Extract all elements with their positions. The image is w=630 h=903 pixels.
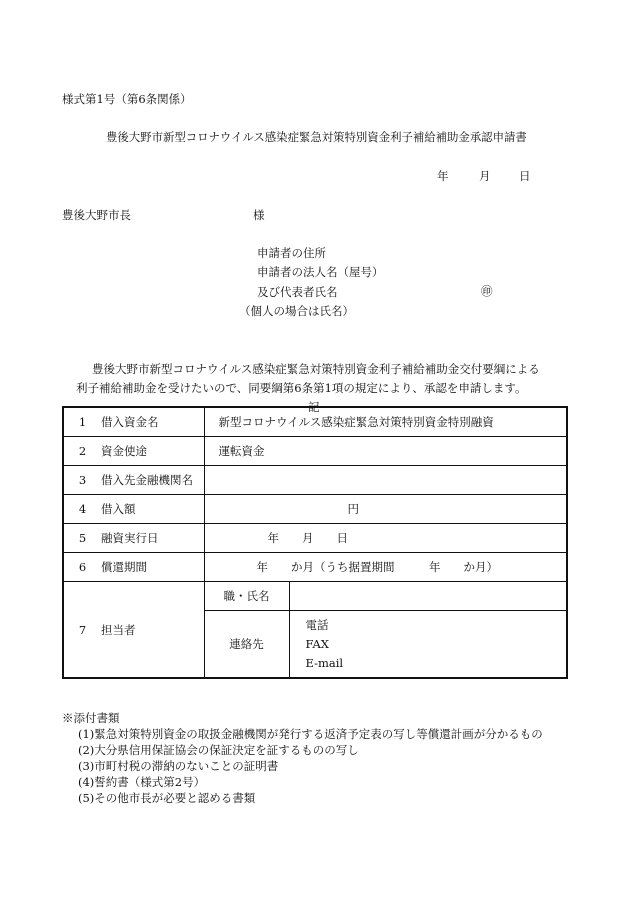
row-label: 資金使途 xyxy=(101,437,204,466)
fund-use-value: 運転資金 xyxy=(204,437,567,466)
document-title: 豊後大野市新型コロナウイルス感染症緊急対策特別資金利子補給補助金承認申請書 xyxy=(106,130,527,144)
body-text-line-1: 豊後大野市新型コロナウイルス感染症緊急対策特別資金利子補給補助金交付要綱による xyxy=(92,362,540,376)
row-number: 4 xyxy=(63,495,101,524)
loan-date-field[interactable]: 年 月 日 xyxy=(204,524,567,553)
date-day-label: 日 xyxy=(519,169,531,183)
attachment-item: (1)緊急対策特別資金の取扱金融機関が発行する返済予定表の写し等償還計画が分かるもの xyxy=(78,727,543,741)
attachment-item: (5)その他市長が必要と認める書類 xyxy=(78,791,256,805)
addressee-name: 豊後大野市長 xyxy=(62,208,131,222)
loan-amount-field[interactable]: 円 xyxy=(204,495,567,524)
attachments-heading: ※添付書類 xyxy=(62,711,120,725)
row-number: 7 xyxy=(63,582,101,679)
date-month-label: 月 xyxy=(479,169,491,183)
row-number: 3 xyxy=(63,466,101,495)
applicant-address-label: 申請者の住所 xyxy=(257,246,326,260)
table-row xyxy=(63,553,567,582)
row-number: 5 xyxy=(63,524,101,553)
attachment-item: (4)誓約書（様式第2号） xyxy=(78,775,206,789)
form-number: 様式第1号（第6条関係） xyxy=(62,92,192,106)
table-row xyxy=(63,407,567,437)
lender-name-field[interactable] xyxy=(204,466,567,495)
addressee-honorific: 様 xyxy=(253,208,265,222)
row-label: 借入資金名 xyxy=(101,407,204,437)
loan-fund-name-value: 新型コロナウイルス感染症緊急対策特別資金特別融資 xyxy=(204,407,567,437)
repayment-period-field[interactable]: 年 か月（うち据置期間 年 か月） xyxy=(204,553,567,582)
row-label: 借入額 xyxy=(101,495,204,524)
row-number: 2 xyxy=(63,437,101,466)
applicant-corp-name-label: 申請者の法人名（屋号） xyxy=(257,265,384,279)
contact-field[interactable] xyxy=(289,611,567,679)
application-table xyxy=(62,406,568,679)
ki-label: 記 xyxy=(308,400,320,414)
row-label: 融資実行日 xyxy=(101,524,204,553)
table-row xyxy=(63,495,567,524)
contact-label: 連絡先 xyxy=(204,611,289,679)
table-row xyxy=(63,437,567,466)
row-label: 償還期間 xyxy=(101,553,204,582)
row-number: 6 xyxy=(63,553,101,582)
date-year-label: 年 xyxy=(437,169,449,183)
attachment-item: (2)大分県信用保証協会の保証決定を証するものの写し xyxy=(78,743,359,757)
seal-mark: ㊞ xyxy=(481,284,493,298)
phone-label: 電話 xyxy=(305,617,329,632)
attachment-item: (3)市町村税の滞納のないことの証明書 xyxy=(78,759,279,773)
fax-label: FAX xyxy=(305,636,329,651)
table-row xyxy=(63,466,567,495)
row-label: 借入先金融機関名 xyxy=(101,466,204,495)
individual-note: （個人の場合は氏名） xyxy=(239,304,354,318)
title-name-field[interactable] xyxy=(289,582,567,611)
title-name-label: 職・氏名 xyxy=(204,582,289,611)
body-text-line-2: 利子補給補助金を受けたいので、同要綱第6条第1項の規定により、承認を申請します。 xyxy=(76,381,527,395)
row-label: 担当者 xyxy=(101,582,204,679)
row-number: 1 xyxy=(63,407,101,437)
table-row xyxy=(63,524,567,553)
applicant-rep-name-label: 及び代表者氏名 xyxy=(257,285,338,299)
table-row xyxy=(63,582,567,611)
email-label: E-mail xyxy=(305,655,344,670)
